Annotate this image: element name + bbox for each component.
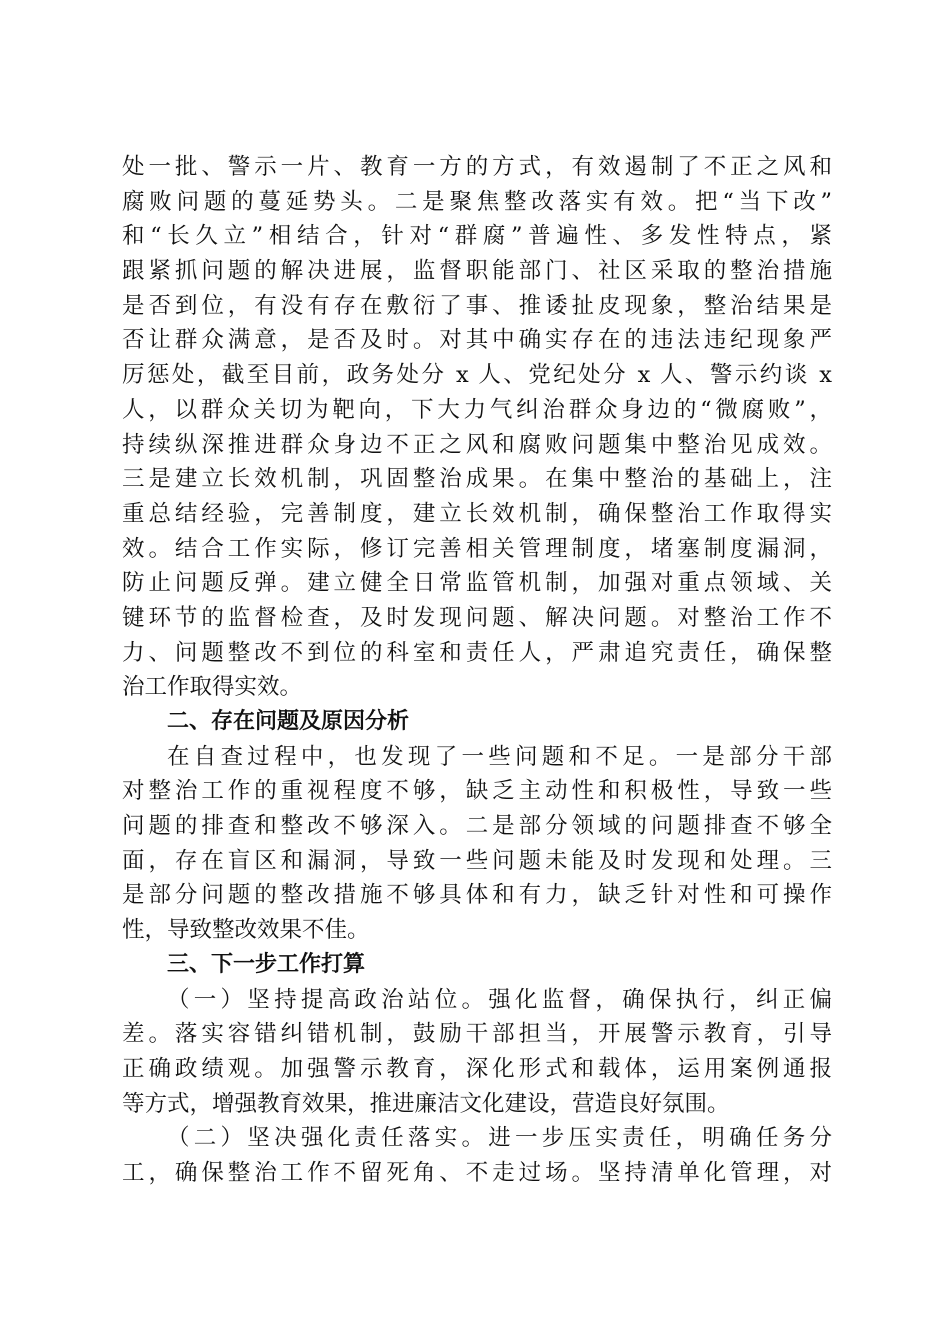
text-line: 和“长久立”相结合，针对“群腐”普遍性、多发性特点，紧 — [122, 223, 832, 250]
text-line: 力、问题整改不到位的科室和责任人，严肃追究责任，确保整 — [122, 639, 832, 666]
text-line: 处一批、警示一片、教育一方的方式，有效遏制了不正之风和 — [122, 154, 832, 180]
text-line: 差。落实容错纠错机制，鼓励干部担当，开展警示教育，引导 — [122, 1021, 832, 1048]
text-line: 跟紧抓问题的解决进展，监督职能部门、社区采取的整治措施 — [122, 258, 832, 285]
document-body — [122, 150, 832, 1191]
text-line: 问题的排查和整改不够深入。二是部分领域的问题排查不够全 — [122, 813, 832, 840]
paragraph-continued — [122, 150, 832, 705]
paragraph-problems — [122, 740, 832, 948]
text-line: 是部分问题的整改措施不够具体和有力，缺乏针对性和可操作 — [122, 882, 832, 909]
text-line: （二）坚决强化责任落实。进一步压实责任，明确任务分 — [167, 1125, 832, 1152]
section-heading-next-steps: 三、下一步工作打算 — [167, 951, 366, 977]
text-line: 治工作取得实效。 — [122, 674, 303, 701]
text-line: 人，以群众关切为靶向，下大力气纠治群众身边的“微腐败”， — [122, 396, 832, 423]
text-line: 效。结合工作实际，修订完善相关管理制度，堵塞制度漏洞， — [122, 535, 832, 562]
text-line: 三是建立长效机制，巩固整治成果。在集中整治的基础上，注 — [122, 466, 832, 493]
section-heading-problems: 二、存在问题及原因分析 — [167, 709, 410, 734]
text-line: 防止问题反弹。建立健全日常监管机制，加强对重点领域、关 — [122, 570, 832, 597]
text-line: 重总结经验，完善制度，建立长效机制，确保整治工作取得实 — [122, 500, 832, 527]
text-line: 在自查过程中，也发现了一些问题和不足。一是部分干部 — [167, 743, 832, 770]
text-line: 正确政绩观。加强警示教育，深化形式和载体，运用案例通报 — [122, 1055, 832, 1082]
text-line: 对整治工作的重视程度不够，缺乏主动性和积极性，导致一些 — [122, 778, 832, 805]
paragraph-item-2 — [122, 1121, 832, 1190]
text-line: 性，导致整改效果不佳。 — [122, 917, 370, 944]
paragraph-item-1 — [122, 983, 832, 1122]
text-line: 等方式，增强教育效果，推进廉洁文化建设，营造良好氛围。 — [122, 1090, 730, 1117]
text-line: 厉惩处，截至目前，政务处分 x 人、党纪处分 x 人、警示约谈 x — [122, 362, 832, 389]
text-line: 是否到位，有没有存在敷衍了事、推诿扯皮现象，整治结果是 — [122, 292, 832, 319]
text-line: 键环节的监督检查，及时发现问题、解决问题。对整治工作不 — [122, 604, 832, 631]
text-line: 腐败问题的蔓延势头。二是聚焦整改落实有效。把“当下改” — [122, 188, 832, 215]
text-line: 否让群众满意，是否及时。对其中确实存在的违法违纪现象严 — [122, 327, 832, 354]
text-line: 工，确保整治工作不留死角、不走过场。坚持清单化管理，对 — [122, 1159, 832, 1186]
text-line: 持续纵深推进群众身边不正之风和腐败问题集中整治见成效。 — [122, 431, 832, 458]
text-line: （一）坚持提高政治站位。强化监督，确保执行，纠正偏 — [167, 986, 832, 1013]
text-line: 面，存在盲区和漏洞，导致一些问题未能及时发现和处理。三 — [122, 847, 832, 874]
